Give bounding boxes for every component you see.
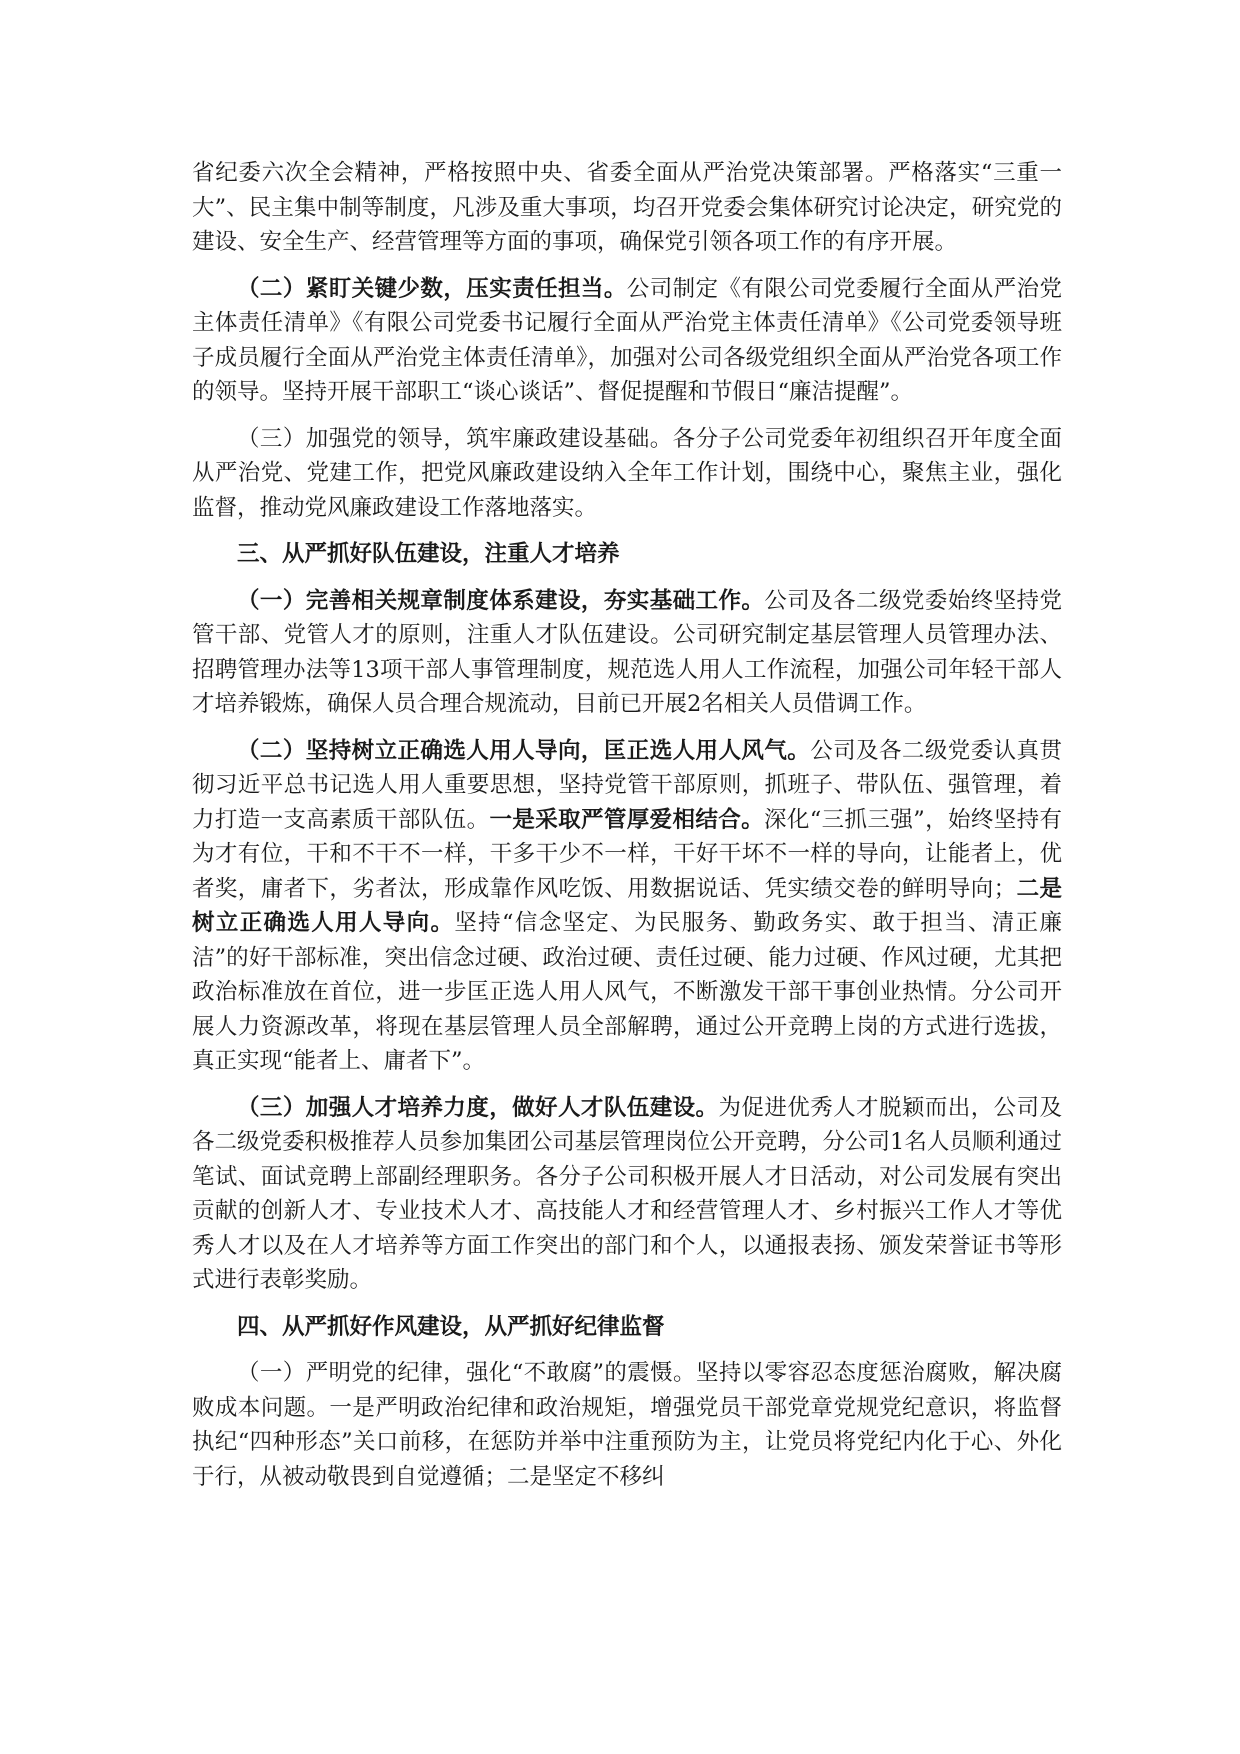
heading-text: 四、从严抓好作风建设，从严抓好纪律监督	[237, 1313, 665, 1340]
paragraph-lead-bold: （一）完善相关规章制度体系建设，夯实基础工作。	[237, 587, 765, 614]
paragraph-8	[192, 1356, 1062, 1494]
paragraph-text: 公司及各二级党委认真贯彻习近平总书记选人用人重要思想，坚持党管干部原则，抓班子、带队伍、强管理，着力打造一支高素质干部队伍。	[192, 737, 1062, 833]
document-body	[192, 156, 1062, 1506]
paragraph-text: 深化“三抓三强”，始终坚持有为才有位，干和不干不一样，干多干少不一样，干好干坏不一样的导向，让能者上，优者奖，庸者下，劣者汰，形成靠作风吃饭、用数据说话、凭实绩交卷的鲜明导向；	[192, 806, 1062, 902]
paragraph-1	[192, 272, 1062, 410]
heading-text: 三、从严抓好队伍建设，注重人才培养	[237, 541, 620, 567]
paragraph-text: 省纪委六次全会精神，严格按照中央、省委全面从严治党决策部署。严格落实“三重一大”、民主集中制等制度，凡涉及重大事项，均召开党委会集体研究讨论决定，研究党的建设、安全生产、经营管理等方面的事项，确保党引领各项工作的有序开展。	[192, 160, 1062, 255]
paragraph-5	[192, 734, 1062, 1079]
paragraph-text: 公司制定《有限公司党委履行全面从严治党主体责任清单》《有限公司党委书记履行全面从严治党主体责任清单》《公司党委领导班子成员履行全面从严治党主体责任清单》，加强对公司各级党组织全面从严治党各项工作的领导。坚持开展干部职工“谈心谈话”、督促提醒和节假日“廉洁提醒”。	[192, 275, 1062, 405]
paragraph-2	[192, 422, 1062, 526]
paragraph-text: 公司及各二级党委始终坚持党管干部、党管人才的原则，注重人才队伍建设。公司研究制定基层管理人员管理办法、招聘管理办法等13项干部人事管理制度，规范选人用人工作流程，加强公司年轻干部人才培养锻炼，确保人员合理合规流动，目前已开展2名相关人员借调工作。	[192, 587, 1062, 717]
paragraph-lead-bold: （二）坚持树立正确选人用人导向，匡正选人用人风气。	[237, 737, 811, 764]
section-heading-7	[192, 1310, 1062, 1345]
paragraph-lead-bold: （二）紧盯关键少数，压实责任担当。	[237, 275, 627, 302]
paragraph-0	[192, 156, 1062, 260]
paragraph-text: 坚持“信念坚定、为民服务、勤政务实、敢于担当、清正廉洁”的好干部标准，突出信念过硬、政治过硬、责任过硬、能力过硬、作风过硬，尤其把政治标准放在首位，进一步匡正选人用人风气，不断激发干部干事创业热情。分公司开展人力资源改革，将现在基层管理人员全部解聘，通过公开竞聘上岗的方式进行选拔，真正实现“能者上、庸者下”。	[192, 910, 1062, 1074]
paragraph-text: （三）加强党的领导，筑牢廉政建设基础。各分子公司党委年初组织召开年度全面从严治党、党建工作，把党风廉政建设纳入全年工作计划，围绕中心，聚焦主业，强化监督，推动党风廉政建设工作落地落实。	[192, 425, 1062, 521]
paragraph-6	[192, 1091, 1062, 1298]
paragraph-inline-bold: 一是采取严管厚爱相结合。	[489, 806, 765, 833]
paragraph-text: （一）严明党的纪律，强化“不敢腐”的震慑。坚持以零容忍态度惩治腐败，解决腐败成本问题。一是严明政治纪律和政治规矩，增强党员干部党章党规党纪意识，将监督执纪“四种形态”关口前移，在惩防并举中注重预防为主，让党员将党纪内化于心、外化于行，从被动敬畏到自觉遵循；二是坚定不移纠	[192, 1360, 1062, 1490]
paragraph-lead-bold: （三）加强人才培养力度，做好人才队伍建设。	[237, 1094, 719, 1121]
section-heading-3	[192, 537, 1062, 572]
paragraph-inline-bold: 二是树立正确选人用人导向。	[192, 875, 1062, 936]
paragraph-text: 为促进优秀人才脱颖而出，公司及各二级党委积极推荐人员参加集团公司基层管理岗位公开竞聘，分公司1名人员顺利通过笔试、面试竞聘上部副经理职务。各分子公司积极开展人才日活动，对公司发展有突出贡献的创新人才、专业技术人才、高技能人才和经营管理人才、乡村振兴工作人才等优秀人才以及在人才培养等方面工作突出的部门和个人，以通报表扬、颁发荣誉证书等形式进行表彰奖励。	[192, 1094, 1062, 1293]
paragraph-4	[192, 584, 1062, 722]
